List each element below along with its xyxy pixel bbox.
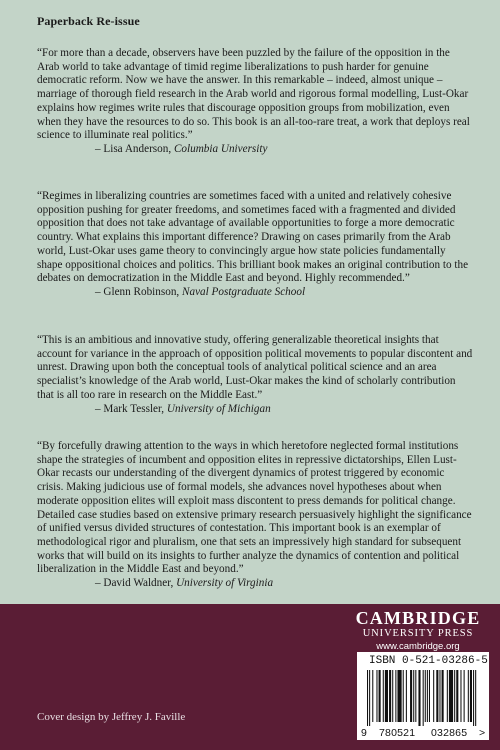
barcode-bar xyxy=(392,670,393,722)
blurb-attribution xyxy=(37,286,473,300)
barcode-bar xyxy=(439,670,440,722)
edition-label: Paperback Re-issue xyxy=(37,14,140,28)
publisher-logo xyxy=(353,608,483,653)
barcode-bar xyxy=(379,670,381,722)
barcode-bar xyxy=(397,670,401,722)
barcode-bar xyxy=(473,670,474,726)
barcode-bar xyxy=(413,670,414,722)
blurb-attribution xyxy=(37,403,473,417)
barcode-bar xyxy=(372,670,373,722)
barcode-digits xyxy=(357,727,489,739)
blurb-affiliation: University of Michigan xyxy=(166,402,271,415)
barcode-trail-mark: > xyxy=(479,727,486,739)
barcode-bar xyxy=(395,670,396,722)
barcode-right-digits: 032865 xyxy=(431,727,468,739)
barcode-bar xyxy=(410,670,412,722)
blurb-attribution xyxy=(37,143,473,157)
barcode-bar xyxy=(427,670,428,722)
barcode-bar xyxy=(389,670,391,722)
publisher-name: CAMBRIDGE xyxy=(355,608,481,628)
barcode-bar xyxy=(376,670,377,722)
barcode-bar xyxy=(470,670,472,722)
barcode-bar xyxy=(436,670,438,722)
barcode-bar xyxy=(456,670,458,722)
publisher-press: UNIVERSITY PRESS xyxy=(362,628,474,639)
barcode-bar xyxy=(415,670,416,722)
blurb-waldner xyxy=(37,440,473,591)
barcode-bar xyxy=(464,670,465,722)
barcode-bar xyxy=(423,670,424,726)
blurb-anderson xyxy=(37,47,473,157)
blurb-affiliation: Naval Postgraduate School xyxy=(182,285,306,298)
barcode-bar xyxy=(429,670,430,722)
blurb-tessler xyxy=(37,334,473,416)
blurb-robinson xyxy=(37,190,473,300)
barcode-bar xyxy=(449,670,453,722)
barcode-bar xyxy=(442,670,444,722)
cover-credit: Cover design by Jeffrey J. Faville xyxy=(37,711,186,723)
barcode-bar xyxy=(454,670,455,722)
blurb-affiliation: University of Virginia xyxy=(176,577,274,590)
barcode-lead-digit: 9 xyxy=(361,727,368,739)
blurb-quote: “This is an ambitious and innovative study, offering generalizable theoretical insights that account for variance in the approach of opposition political movements to popular discontent and unrest. Drawing upon both the conceptual tools of analytical political science and an area specialist’s knowledge of the Arab world, Lust-Okar makes the kind of scholarly contribution that is all too rare in research on the Middle East.” xyxy=(37,334,473,401)
isbn-barcode-box xyxy=(357,652,489,740)
blurb-quote: “For more than a decade, observers have been puzzled by the failure of the opposition in the Arab world to take advantage of timid regime liberalizations to push harder for genuine democratic reform. Now we have the answer. In this remarkable – indeed, almost unique – marriage of thorough field research in the Arab world and rigorous formal modelling, Lust-Okar explains how regimes write rules that discourage opposition groups from mobilization, even when they have the resources to do so. This book is an all-too-rare treat, a work that deploys real science to illuminate real politics.” xyxy=(37,47,470,142)
blurb-author: – Mark Tessler, xyxy=(95,402,165,415)
isbn-text: ISBN 0-521-03286-5 xyxy=(369,655,488,667)
blurb-author: – Lisa Anderson, xyxy=(95,142,172,155)
barcode-icon xyxy=(365,670,481,726)
barcode-bar xyxy=(385,670,388,722)
publisher-url: www.cambridge.org xyxy=(376,641,460,652)
barcode-bar xyxy=(369,670,370,726)
barcode-bar xyxy=(383,670,384,722)
barcode-left-digits: 780521 xyxy=(379,727,416,739)
barcode-bar xyxy=(403,670,404,722)
barcode-bar xyxy=(425,670,426,722)
blurb-affiliation: Columbia University xyxy=(173,142,268,155)
barcode-bar xyxy=(468,670,469,722)
blurb-author: – Glenn Robinson, xyxy=(95,285,180,298)
blurb-quote: “Regimes in liberalizing countries are sometimes faced with a united and relatively cohesive opposition pushing for greater freedoms, and sometimes faced with a fragmented and divided opposition that does not take advantage of available opportunities to forge a more democratic country. What explains this important difference? Drawing on cases primarily from the Arab world, Lust-Okar uses game theory to convincingly argue how state policies fundamentally shape oppositional choices and politics. This brilliant book makes an original contribution to the debates on democratization in the Middle East and beyond. Highly recommended.” xyxy=(37,190,469,285)
barcode-bar xyxy=(447,670,448,722)
barcode-bar xyxy=(475,670,476,726)
blurb-quote: “By forcefully drawing attention to the ways in which heretofore neglected formal institutions shape the strategies of incumbent and opposition elites in repressive dictatorships, Ellen Lust-Okar recasts our understanding of the divergent dynamics of protest triggered by economic crisis. Making judicious use of formal models, she advances novel hypotheses about when moderate opposition elites will exploit mass discontent to press demands for political change. Detailed case studies based on extensive primary research persuasively highlight the significance of unified versus divided structures of contestation. This important book is an exemplar of methodological rigor and pluralism, one that sets an impressively high standard for subsequent works that will build on its insights to further analyze the dynamics of contention and political liberalization in the Middle East and beyond.” xyxy=(37,440,472,576)
barcode-bar xyxy=(367,670,368,726)
blurb-author: – David Waldner, xyxy=(95,577,174,590)
blurb-attribution xyxy=(37,577,473,591)
barcode-bar xyxy=(433,670,434,722)
barcode-bar xyxy=(406,670,407,722)
barcode-bar xyxy=(460,670,461,722)
barcode-bar xyxy=(418,670,420,726)
